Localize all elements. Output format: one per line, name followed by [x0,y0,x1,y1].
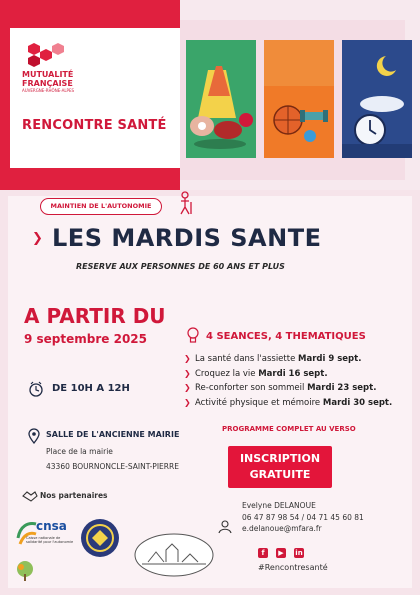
program-item [184,396,412,411]
logo-subtitle: AUVERGNE-RHÔNE-ALPES [22,88,75,93]
event-hours: DE 10H A 12H [52,383,130,394]
program-item-title: Croquez la vie [195,368,256,379]
partners-label: Nos partenaires [40,491,108,500]
logo-line-1: MUTUALITÉ [22,70,74,79]
header-title: RENCONTRE SANTÉ [22,118,167,133]
free-registration-badge [228,446,332,488]
program-note: PROGRAMME COMPLET AU VERSO [222,425,356,433]
hashtag: #Rencontresanté [258,563,328,572]
youtube-icon[interactable]: ▶ [276,548,286,558]
tree-logo-icon [14,560,36,582]
start-date: 9 septembre 2025 [24,332,147,346]
program-item-title: Activité physique et mémoire [195,397,321,408]
program-item [184,367,412,382]
handshake-icon [22,490,38,502]
venue-address-line-1: Place de la mairie [46,447,113,456]
food-illustration [186,40,256,158]
contact-phones: 06 47 87 98 54 / 04 71 45 60 81 [242,512,364,522]
program-item [184,352,412,367]
person-with-cane-icon [172,190,198,216]
sport-illustration [264,40,334,158]
contact-block [242,500,364,535]
program-item-date: Mardi 16 sept. [258,368,328,379]
program-list [184,352,412,410]
contact-person-icon [218,520,232,534]
contact-email[interactable]: e.delanoue@mfara.fr [242,524,322,533]
chevron-right-icon: ❯ [184,368,191,378]
program-item-title: Re-conforter son sommeil [195,383,305,393]
program-item-date: Mardi 30 sept. [322,397,393,408]
category-tag: MAINTIEN DE L'AUTONOMIE [40,198,162,215]
program-item-title: La santé dans l'assiette [195,354,296,364]
partner-emblem-logo [80,516,120,560]
cnsa-wordmark: cnsa [36,519,67,533]
facebook-icon[interactable]: f [258,548,268,558]
venue-name: SALLE DE L'ANCIENNE MAIRIE [46,430,180,439]
event-title: LES MARDIS SANTE [52,224,322,252]
village-drawing-logo [134,532,214,578]
sleep-illustration [342,40,412,158]
start-label: A PARTIR DU [24,304,166,328]
logo-name [22,70,73,88]
chevron-right-icon: ❯ [184,397,191,407]
program-item-date: Mardi 9 sept. [298,354,362,364]
lightbulb-icon [186,326,200,344]
linkedin-icon[interactable]: in [295,549,303,557]
program-item-date: Mardi 23 sept. [307,383,377,393]
program-item [184,381,412,396]
clock-icon [28,380,44,398]
registration-line-2: GRATUITE [249,468,311,481]
chevron-right-icon: ❯ [184,383,191,392]
chevron-right-icon: ❯ [32,231,43,246]
registration-line-1: INSCRIPTION [239,452,321,465]
social-links [258,548,304,558]
sessions-title: 4 SEANCES, 4 THEMATIQUES [206,331,366,342]
contact-name: Evelyne DELANOUE [242,501,316,510]
map-pin-icon [28,428,40,444]
mutualite-logo-icon [22,42,66,68]
venue-address-line-2: 43360 BOURNONCLE-SAINT-PIERRE [46,462,179,471]
logo-line-2: FRANÇAISE [22,79,73,88]
chevron-right-icon: ❯ [184,354,191,363]
event-audience: RESERVE AUX PERSONNES DE 60 ANS ET PLUS [76,262,285,271]
cnsa-tagline: Caisse nationale de solidarité pour l'autonomie [26,536,74,544]
